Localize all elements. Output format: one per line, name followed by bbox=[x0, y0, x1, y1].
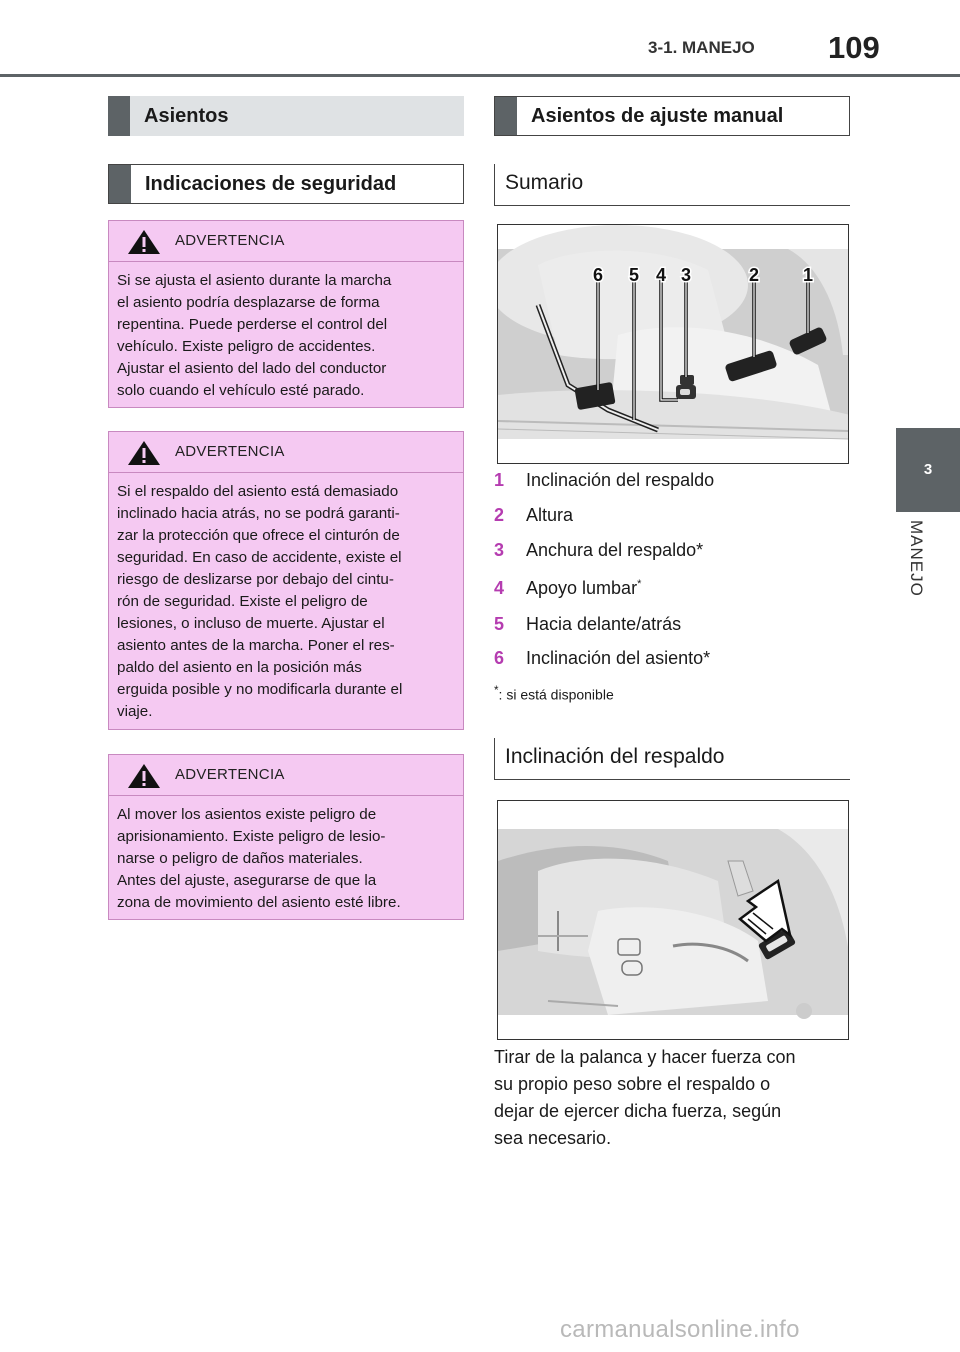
page-number: 109 bbox=[828, 30, 880, 65]
section-title-bar bbox=[108, 96, 130, 136]
seat-controls-figure bbox=[497, 224, 849, 464]
subsection-title-bar bbox=[109, 165, 131, 203]
warning-label: ADVERTENCIA bbox=[175, 766, 285, 783]
footnote-mark: * bbox=[494, 684, 499, 697]
legend-number: 4 bbox=[494, 578, 505, 598]
watermark: carmanualsonline.info bbox=[560, 1316, 800, 1343]
warning-line: viaje. bbox=[117, 703, 153, 720]
warning-line: paldo del asiento en la posición más bbox=[117, 659, 362, 676]
chapter-tab-label: MANEJO bbox=[907, 520, 926, 597]
section-title-bar bbox=[495, 97, 517, 135]
warning-box-3 bbox=[108, 754, 464, 920]
paragraph-line: Tirar de la palanca y hacer fuerza con bbox=[494, 1047, 796, 1067]
legend-number: 5 bbox=[494, 614, 505, 634]
callout-4: 4 bbox=[655, 265, 667, 285]
warning-text bbox=[109, 473, 463, 733]
paragraph-line: sea necesario. bbox=[494, 1128, 612, 1148]
subsection-title-safety bbox=[108, 164, 464, 204]
legend-label: Anchura del respaldo* bbox=[526, 540, 704, 560]
legend-label: Apoyo lumbar* bbox=[526, 578, 642, 598]
paragraph-line: dejar de ejercer dicha fuerza, según bbox=[494, 1101, 782, 1121]
warning-text bbox=[109, 796, 463, 924]
callout-5: 5 bbox=[628, 265, 640, 285]
warning-line: inclinado hacia atrás, no se podrá garanti- bbox=[117, 505, 400, 522]
page-header bbox=[0, 0, 960, 78]
backrest-lever-figure bbox=[497, 800, 849, 1040]
warning-line: el asiento podría desplazarse de forma bbox=[117, 294, 380, 311]
warning-triangle-icon bbox=[127, 229, 161, 255]
warning-line: erguida posible y no modificarla durante el bbox=[117, 681, 403, 698]
warning-line: Ajustar el asiento del lado del conductor bbox=[117, 360, 387, 377]
subsection-title-text: Indicaciones de seguridad bbox=[145, 172, 397, 195]
callout-3: 3 bbox=[680, 265, 692, 285]
warning-line: riesgo de deslizarse por debajo del cintu- bbox=[117, 571, 394, 588]
legend-number: 6 bbox=[494, 648, 505, 668]
warning-label: ADVERTENCIA bbox=[175, 443, 285, 460]
warning-line: zar la protección que ofrece el cinturón de bbox=[117, 527, 400, 544]
header-divider bbox=[0, 74, 960, 77]
legend-number: 2 bbox=[494, 505, 505, 525]
warning-line: vehículo. Existe peligro de accidentes. bbox=[117, 338, 376, 355]
legend-number: 3 bbox=[494, 540, 505, 560]
section-title-asientos bbox=[108, 96, 464, 136]
warning-triangle-icon bbox=[127, 440, 161, 466]
seat-controls-illustration bbox=[498, 225, 849, 464]
warning-text bbox=[109, 262, 463, 412]
legend-label: Inclinación del respaldo bbox=[526, 470, 715, 490]
callout-2: 2 bbox=[748, 265, 760, 285]
subheading-inclinacion: Inclinación del respaldo bbox=[494, 738, 850, 780]
callout-6: 6 bbox=[592, 265, 604, 285]
warning-line: Al mover los asientos existe peligro de bbox=[117, 806, 377, 823]
legend-label: Altura bbox=[526, 505, 574, 525]
backrest-lever-illustration bbox=[498, 801, 849, 1040]
footnote bbox=[494, 684, 614, 703]
warning-line: lesiones, o incluso de muerte. Ajustar el bbox=[117, 615, 385, 632]
warning-line: Si se ajusta el asiento durante la marcha bbox=[117, 272, 392, 289]
legend-label: Inclinación del asiento* bbox=[526, 648, 711, 668]
warning-line: seguridad. En caso de accidente, existe el bbox=[117, 549, 402, 566]
header-section-title: 3-1. MANEJO bbox=[648, 38, 755, 57]
warning-line: rón de seguridad. Existe el peligro de bbox=[117, 593, 368, 610]
warning-box-2 bbox=[108, 431, 464, 730]
callout-1: 1 bbox=[802, 265, 814, 285]
warning-line: narse o peligro de daños materiales. bbox=[117, 850, 363, 867]
chapter-tab: 3 bbox=[896, 428, 960, 512]
warning-line: aprisionamiento. Existe peligro de lesio- bbox=[117, 828, 386, 845]
warning-triangle-icon bbox=[127, 763, 161, 789]
footnote-text: : si está disponible bbox=[498, 686, 614, 703]
warning-box-1 bbox=[108, 220, 464, 408]
section-title-text: Asientos bbox=[144, 104, 229, 127]
warning-line: solo cuando el vehículo esté parado. bbox=[117, 382, 365, 399]
warning-header bbox=[109, 221, 463, 262]
warning-line: zona de movimiento del asiento esté libre. bbox=[117, 894, 401, 911]
section-title-text: Asientos de ajuste manual bbox=[531, 104, 784, 127]
subheading-sumario: Sumario bbox=[494, 164, 850, 206]
warning-line: Antes del ajuste, asegurarse de que la bbox=[117, 872, 377, 889]
warning-header bbox=[109, 755, 463, 796]
warning-line: repentina. Puede perderse el control del bbox=[117, 316, 388, 333]
instruction-paragraph bbox=[494, 1044, 850, 1152]
warning-label: ADVERTENCIA bbox=[175, 232, 285, 249]
warning-line: Si el respaldo del asiento está demasiado bbox=[117, 483, 399, 500]
warning-line: asiento antes de la marcha. Poner el res- bbox=[117, 637, 395, 654]
paragraph-line: su propio peso sobre el respaldo o bbox=[494, 1074, 771, 1094]
legend-number: 1 bbox=[494, 470, 505, 490]
warning-header bbox=[109, 432, 463, 473]
legend-label: Hacia delante/atrás bbox=[526, 614, 682, 634]
section-title-manual-seats bbox=[494, 96, 850, 136]
